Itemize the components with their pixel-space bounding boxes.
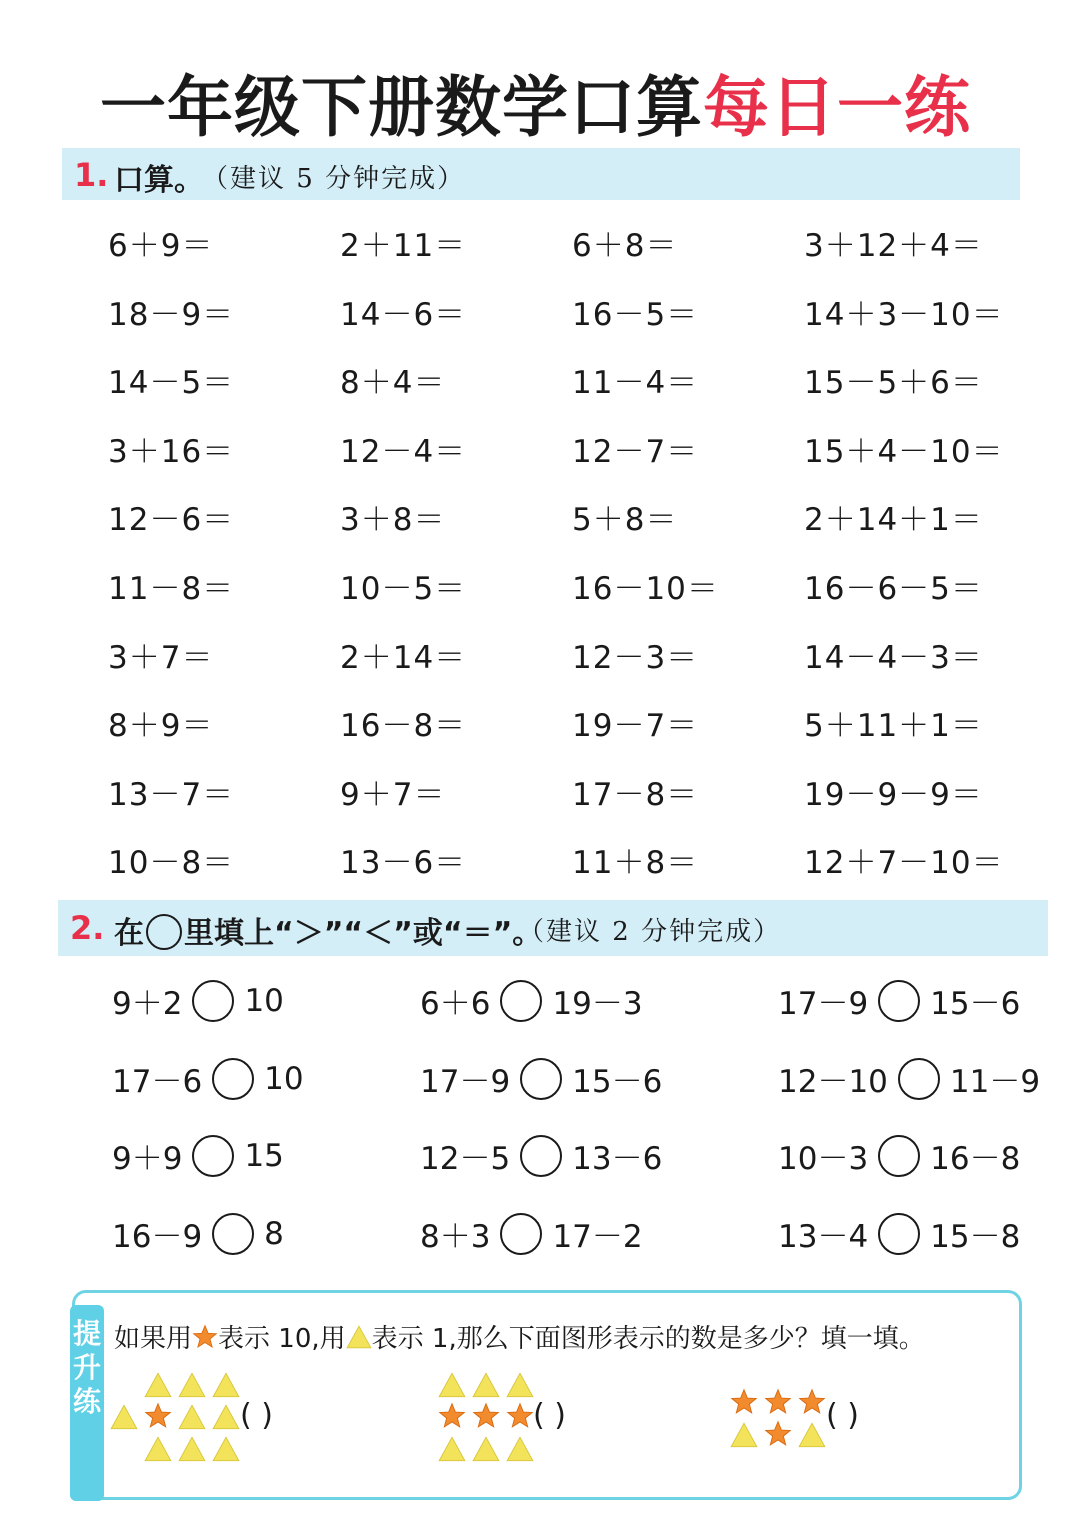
problem-r5-c3: 5＋8＝ [572,502,678,538]
compare-item-r1-c3 [778,978,1020,1023]
triangle-icon [212,1404,240,1432]
problem-r5-c1: 12－6＝ [108,502,235,538]
answer-circle[interactable] [878,1213,920,1255]
compare-right: 15 [244,1137,284,1174]
problem-r4-c4: 15＋4－10＝ [804,434,1004,470]
instr-part-b: 表示 10,用 [218,1324,346,1354]
compare-left: 8＋3 [420,1219,491,1255]
challenge-instruction [114,1318,925,1355]
problem-r8-c1: 8＋9＝ [108,708,214,744]
problem-r10-c4: 12＋7－10＝ [804,845,1004,881]
answer-circle[interactable] [212,1058,254,1100]
star-icon [730,1388,758,1416]
title-red: 每日一练 [703,68,971,146]
compare-item-r3-c2 [420,1133,662,1178]
answer-circle[interactable] [520,1135,562,1177]
section2-number: 2. [70,909,105,947]
star-icon [506,1402,534,1430]
triangle-icon [730,1422,758,1450]
section1-label: 口算。 [114,163,204,198]
problem-r8-c2: 16－8＝ [340,708,467,744]
problem-r5-c4: 2＋14＋1＝ [804,502,983,538]
star-icon [764,1388,792,1416]
title-black: 一年级下册数学口算 [100,68,703,146]
compare-item-r1-c2 [420,978,643,1023]
instr-part-a: 如果用 [114,1324,193,1354]
problem-r6-c2: 10－5＝ [340,571,467,607]
compare-right: 15－6 [930,986,1021,1022]
compare-item-r2-c1 [112,1056,304,1101]
star-icon [798,1388,826,1416]
answer-circle[interactable] [192,980,234,1022]
star-icon [438,1402,466,1430]
triangle-icon [212,1372,240,1400]
answer-circle[interactable] [192,1135,234,1177]
problem-r1-c1: 6＋9＝ [108,228,214,264]
side-char: 提 [72,1317,101,1350]
compare-item-r4-c2 [420,1211,643,1256]
triangle-icon [472,1436,500,1464]
star-icon [144,1402,172,1430]
compare-left: 17－9 [420,1064,511,1100]
problem-r8-c3: 19－7＝ [572,708,699,744]
compare-right: 17－2 [552,1219,643,1255]
problem-r7-c1: 3＋7＝ [108,640,214,676]
triangle-icon [212,1436,240,1464]
triangle-icon [438,1436,466,1464]
compare-left: 12－10 [778,1064,888,1100]
compare-left: 17－6 [112,1064,203,1100]
compare-left: 13－4 [778,1219,869,1255]
page-title [100,62,1000,152]
problem-r7-c4: 14－4－3＝ [804,640,983,676]
problem-r9-c3: 17－8＝ [572,777,699,813]
problem-r10-c3: 11＋8＝ [572,845,699,881]
answer-circle[interactable] [500,980,542,1022]
problem-r7-c3: 12－3＝ [572,640,699,676]
problem-r9-c2: 9＋7＝ [340,777,446,813]
problem-r4-c3: 12－7＝ [572,434,699,470]
section2-label-a: 在 [114,916,144,951]
problem-r9-c1: 13－7＝ [108,777,235,813]
compare-item-r4-c3 [778,1211,1020,1256]
star-icon [472,1402,500,1430]
problem-r5-c2: 3＋8＝ [340,502,446,538]
triangle-icon [144,1436,172,1464]
triangle-icon [438,1372,466,1400]
compare-item-r1-c1 [112,978,284,1023]
compare-right: 16－8 [930,1141,1021,1177]
problem-r10-c1: 10－8＝ [108,845,235,881]
triangle-icon [346,1325,372,1349]
problem-r9-c4: 19－9－9＝ [804,777,983,813]
section1-note: （建议 5 分钟完成） [202,164,466,194]
problem-r3-c4: 15－5＋6＝ [804,365,983,401]
compare-item-r4-c1 [112,1211,284,1256]
answer-circle[interactable] [898,1058,940,1100]
compare-left: 10－3 [778,1141,869,1177]
problem-r8-c4: 5＋11＋1＝ [804,708,983,744]
section2-note: （建议 2 分钟完成） [518,917,782,947]
challenge-side-label [70,1305,104,1501]
problem-r6-c4: 16－6－5＝ [804,571,983,607]
triangle-icon [178,1404,206,1432]
problem-r1-c2: 2＋11＝ [340,228,467,264]
compare-left: 9＋2 [112,986,183,1022]
compare-right: 11－9 [949,1064,1041,1100]
triangle-icon [144,1372,172,1400]
section1-number: 1. [74,156,109,194]
compare-right: 10 [244,982,284,1019]
problem-r1-c4: 3＋12＋4＝ [804,228,983,264]
triangle-icon [798,1422,826,1450]
instr-part-c: 表示 1,那么下面图形表示的数是多少？填一填。 [371,1324,925,1354]
answer-circle[interactable] [878,1135,920,1177]
problem-r3-c2: 8＋4＝ [340,365,446,401]
compare-right: 19－3 [552,986,643,1022]
section2-label-b: 里填上“＞”“＜”或“＝”。 [184,916,543,951]
triangle-icon [506,1372,534,1400]
star-icon [192,1324,218,1350]
compare-left: 6＋6 [420,986,491,1022]
answer-blank-2[interactable]: ( ) [533,1398,566,1433]
compare-left: 17－9 [778,986,869,1022]
compare-left: 16－9 [112,1219,203,1255]
side-char: 升 [72,1351,101,1384]
triangle-icon [178,1372,206,1400]
compare-item-r2-c2 [420,1056,662,1101]
compare-right: 10 [264,1060,304,1097]
answer-circle[interactable] [212,1213,254,1255]
compare-left: 12－5 [420,1141,511,1177]
compare-right: 15－8 [930,1219,1021,1255]
side-char: 练 [72,1385,101,1418]
compare-item-r2-c3 [778,1056,1040,1101]
problem-r4-c1: 3＋16＝ [108,434,235,470]
star-icon [764,1420,792,1448]
answer-circle[interactable] [500,1213,542,1255]
circle-icon [146,914,182,950]
problem-r2-c2: 14－6＝ [340,297,467,333]
compare-right: 8 [264,1215,284,1252]
answer-blank-3[interactable]: ( ) [826,1398,859,1433]
compare-item-r3-c3 [778,1133,1020,1178]
problem-r10-c2: 13－6＝ [340,845,467,881]
answer-circle[interactable] [520,1058,562,1100]
compare-right: 13－6 [572,1141,663,1177]
answer-circle[interactable] [878,980,920,1022]
section2-label [114,908,542,952]
problem-r7-c2: 2＋14＝ [340,640,467,676]
compare-left: 9＋9 [112,1141,183,1177]
triangle-icon [506,1436,534,1464]
problem-r2-c3: 16－5＝ [572,297,699,333]
problem-r6-c3: 16－10＝ [572,571,719,607]
problem-r2-c4: 14＋3－10＝ [804,297,1004,333]
triangle-icon [178,1436,206,1464]
problem-r1-c3: 6＋8＝ [572,228,678,264]
compare-item-r3-c1 [112,1133,284,1178]
answer-blank-1[interactable]: ( ) [240,1398,273,1433]
section2-header [58,900,1048,956]
problem-r2-c1: 18－9＝ [108,297,235,333]
problem-r4-c2: 12－4＝ [340,434,467,470]
section1-header [62,148,1020,200]
problem-r3-c3: 11－4＝ [572,365,699,401]
problem-r6-c1: 11－8＝ [108,571,235,607]
triangle-icon [472,1372,500,1400]
compare-right: 15－6 [572,1064,663,1100]
triangle-icon [110,1404,138,1432]
problem-r3-c1: 14－5＝ [108,365,235,401]
